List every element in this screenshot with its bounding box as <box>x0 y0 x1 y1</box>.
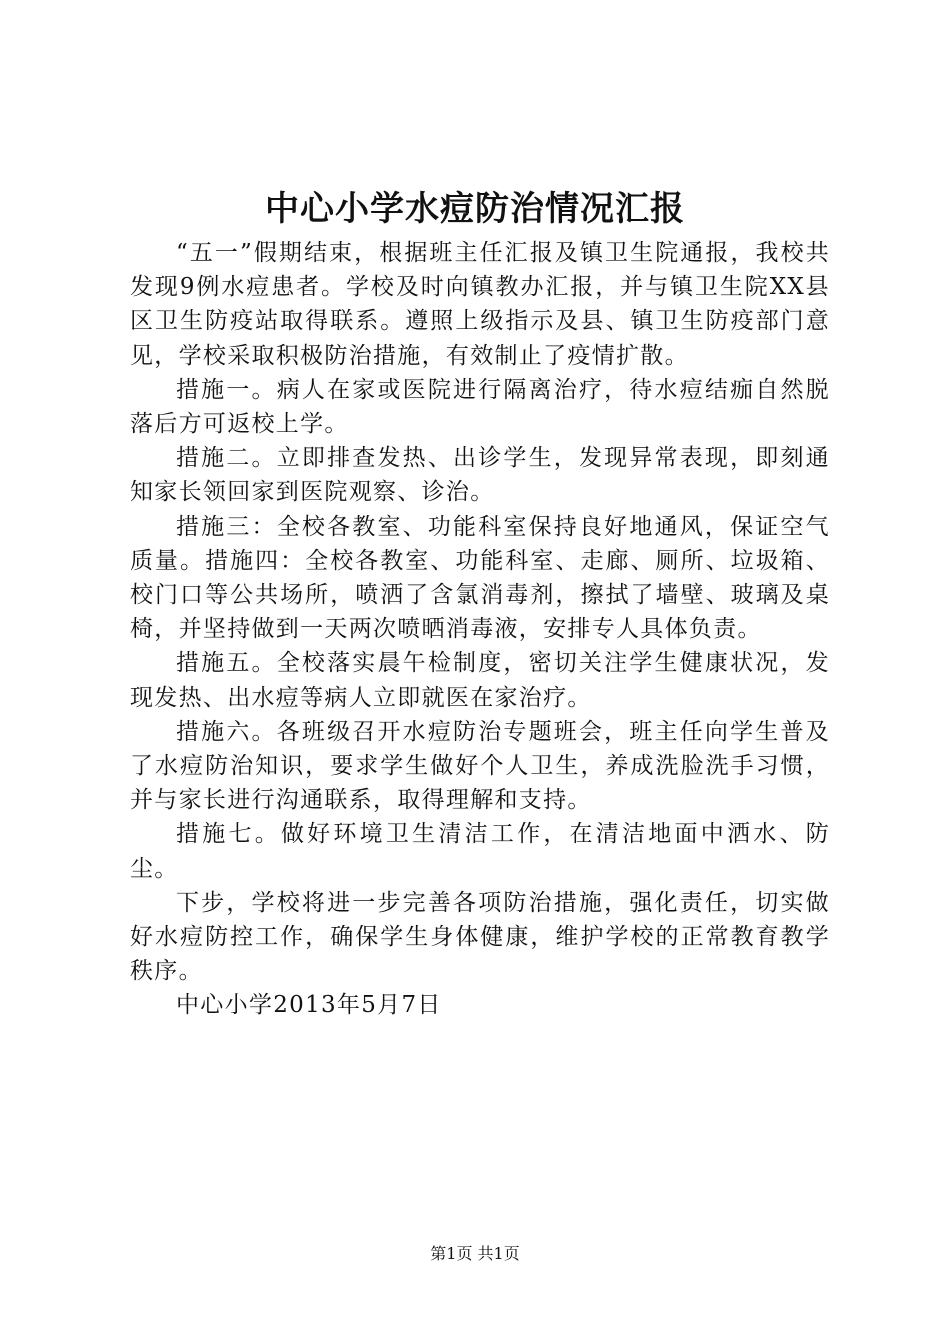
paragraph-measure-3-4: 措施三：全校各教室、功能科室保持良好地通风，保证空气质量。措施四：全校各教室、功能科室、走廊、厕所、垃圾箱、校门口等公共场所，喷洒了含氯消毒剂，擦拭了墙壁、玻璃及桌椅，并坚持做到一天两次喷晒消毒液，安排专人具体负责。 <box>130 513 830 643</box>
paragraph-measure-5: 措施五。全校落实晨午检制度，密切关注学生健康状况，发现发热、出水痘等病人立即就医在家治疗。 <box>130 650 830 711</box>
paragraph-measure-1: 措施一。病人在家或医院进行隔离治疗，待水痘结痂自然脱落后方可返校上学。 <box>130 376 830 438</box>
paragraph-measure-6: 措施六。各班级召开水痘防治专题班会，班主任向学生普及了水痘防治知识，要求学生做好个人卫生，养成洗脸洗手习惯，并与家长进行沟通联系，取得理解和支持。 <box>130 718 830 814</box>
paragraph-measure-7: 措施七。做好环境卫生清洁工作，在清洁地面中洒水、防尘。 <box>130 821 830 882</box>
document-body <box>130 236 830 1023</box>
paragraph-intro: “五一”假期结束，根据班主任汇报及镇卫生院通报，我校共发现9例水痘患者。学校及时向镇教办汇报，并与镇卫生院XX县区卫生防疫站取得联系。遵照上级指示及县、镇卫生防疫部门意见，学校采取积极防治措施，有效制止了疫情扩散。 <box>130 240 830 369</box>
page-footer: 第1页 共1页 <box>430 1244 520 1263</box>
paragraph-next-steps: 下步，学校将进一步完善各项防治措施，强化责任，切实做好水痘防控工作，确保学生身体健康，维护学校的正常教育教学秩序。 <box>130 889 830 985</box>
document-title: 中心小学水痘防治情况汇报 <box>265 189 685 229</box>
signature-date: 中心小学2013年5月7日 <box>176 992 442 1019</box>
paragraph-measure-2: 措施二。立即排查发热、出诊学生，发现异常表现，即刻通知家长领回家到医院观察、诊治。 <box>130 445 830 506</box>
